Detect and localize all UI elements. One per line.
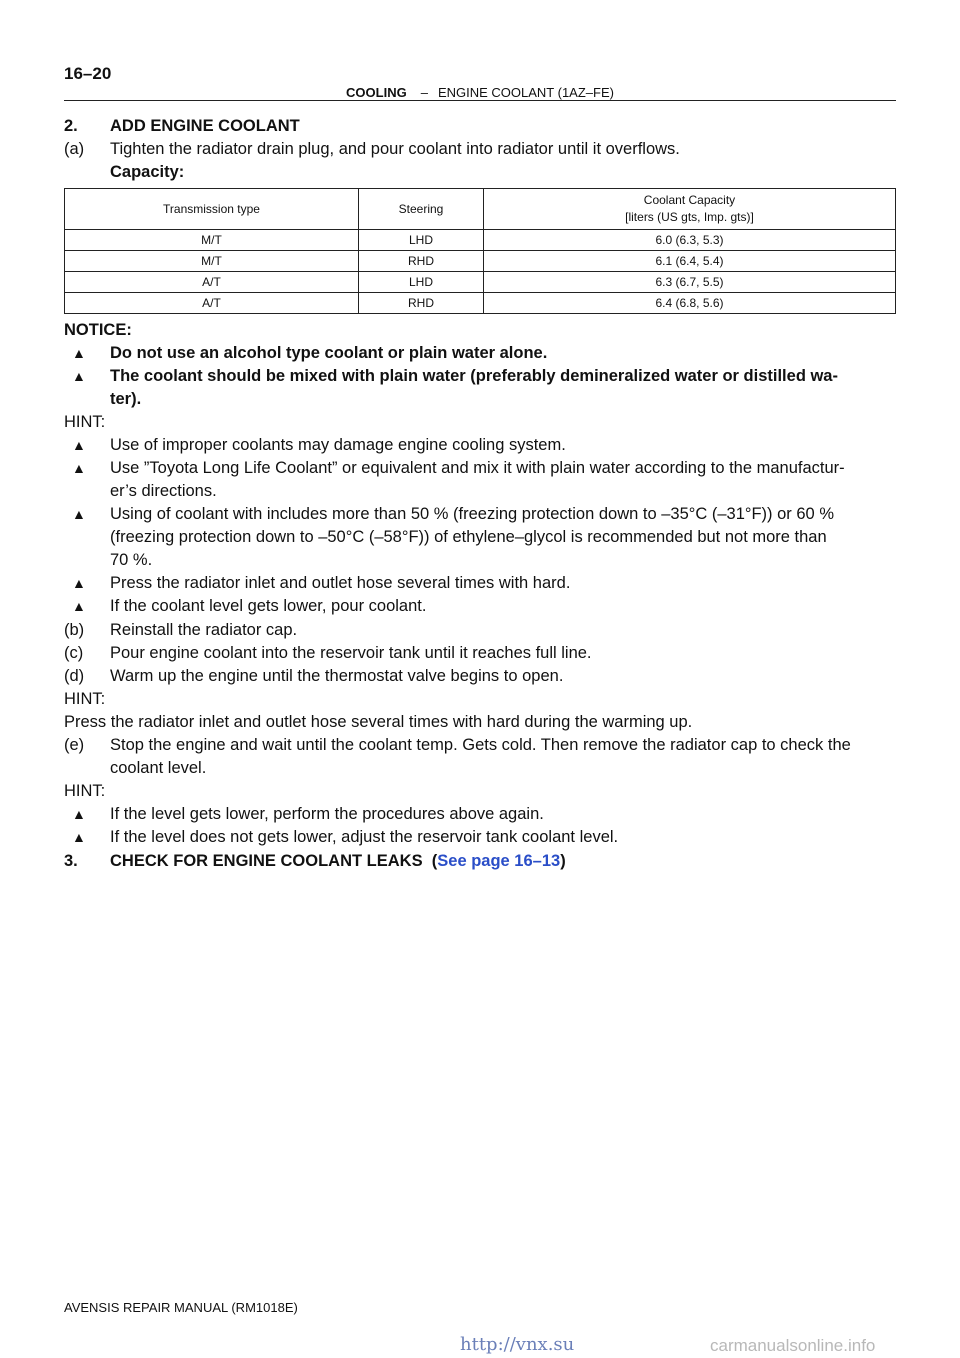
capacity-label: Capacity: bbox=[110, 163, 185, 181]
step-a-label: (a) bbox=[64, 140, 85, 158]
hint-item-continued: 70 %. bbox=[110, 551, 153, 569]
cell-steering: LHD bbox=[359, 230, 484, 251]
hint-label: HINT: bbox=[64, 690, 106, 708]
bullet-icon: ▲ bbox=[72, 806, 86, 822]
header-transmission: Transmission type bbox=[65, 189, 359, 230]
cell-capacity: 6.4 (6.8, 5.6) bbox=[484, 293, 896, 314]
cell-capacity: 6.1 (6.4, 5.4) bbox=[484, 251, 896, 272]
watermark-site: carmanualsonline.info bbox=[710, 1336, 876, 1355]
cell-steering: LHD bbox=[359, 272, 484, 293]
hint-label: HINT: bbox=[64, 782, 106, 800]
table-row bbox=[65, 251, 896, 272]
hint-item: If the level does not gets lower, adjust the reservoir tank coolant level. bbox=[110, 828, 619, 846]
hint-item: Use of improper coolants may damage engine cooling system. bbox=[110, 436, 566, 454]
bullet-icon: ▲ bbox=[72, 345, 86, 361]
footer-manual-id: AVENSIS REPAIR MANUAL (RM1018E) bbox=[64, 1300, 298, 1315]
step-3-number: 3. bbox=[64, 852, 78, 870]
step-b-label: (b) bbox=[64, 621, 85, 639]
step-2-title: ADD ENGINE COOLANT bbox=[110, 117, 300, 135]
page-number: 16–20 bbox=[64, 64, 112, 83]
step-3-title-text: CHECK FOR ENGINE COOLANT LEAKS bbox=[110, 852, 423, 870]
bullet-icon: ▲ bbox=[72, 575, 86, 591]
hint-item: If the level gets lower, perform the procedures above again. bbox=[110, 805, 544, 823]
cell-transmission: A/T bbox=[65, 293, 359, 314]
section-title: COOLING bbox=[346, 85, 407, 100]
hint-item: Using of coolant with includes more than 50 % (freezing protection down to –35°C (–31°F)) or 60 % bbox=[110, 505, 834, 523]
notice-item: The coolant should be mixed with plain water (preferably demineralized water or distilled wa- bbox=[110, 367, 838, 385]
step-a-text: Tighten the radiator drain plug, and pour coolant into radiator until it overflows. bbox=[110, 140, 680, 158]
header-rule bbox=[64, 100, 896, 101]
hint-item: If the coolant level gets lower, pour coolant. bbox=[110, 597, 427, 615]
bullet-icon: ▲ bbox=[72, 829, 86, 845]
notice-item: Do not use an alcohol type coolant or plain water alone. bbox=[110, 344, 548, 362]
section-header bbox=[0, 85, 960, 100]
step-c-label: (c) bbox=[64, 644, 84, 662]
step-2-number: 2. bbox=[64, 117, 78, 135]
hint-item-continued: (freezing protection down to –50°C (–58°F)) of ethylene–glycol is recommended but not more than bbox=[110, 528, 827, 546]
hint-text: Press the radiator inlet and outlet hose several times with hard during the warming up. bbox=[64, 713, 693, 731]
bullet-icon: ▲ bbox=[72, 368, 86, 384]
paren-close: ) bbox=[560, 852, 566, 870]
cell-transmission: M/T bbox=[65, 251, 359, 272]
bullet-icon: ▲ bbox=[72, 437, 86, 453]
table-row bbox=[65, 272, 896, 293]
cell-transmission: A/T bbox=[65, 272, 359, 293]
notice-item-continued: ter). bbox=[110, 390, 142, 408]
bullet-icon: ▲ bbox=[72, 506, 86, 522]
watermark-link[interactable]: http://vnx.su bbox=[460, 1334, 575, 1355]
hint-item: Use ”Toyota Long Life Coolant” or equivalent and mix it with plain water according to the manufactur- bbox=[110, 459, 845, 477]
hint-item: Press the radiator inlet and outlet hose several times with hard. bbox=[110, 574, 571, 592]
step-d-label: (d) bbox=[64, 667, 85, 685]
cell-transmission: M/T bbox=[65, 230, 359, 251]
step-c-text: Pour engine coolant into the reservoir tank until it reaches full line. bbox=[110, 644, 592, 662]
paren-open: ( bbox=[431, 852, 438, 870]
see-page-link[interactable]: See page 16–13 bbox=[437, 852, 561, 870]
subsection-title: ENGINE COOLANT (1AZ–FE) bbox=[437, 85, 614, 100]
cell-capacity: 6.0 (6.3, 5.3) bbox=[484, 230, 896, 251]
header-capacity-line1: Coolant Capacity bbox=[643, 193, 736, 207]
hint-label: HINT: bbox=[64, 413, 106, 431]
cell-steering: RHD bbox=[359, 251, 484, 272]
step-3-title bbox=[110, 850, 566, 873]
header-steering: Steering bbox=[359, 189, 484, 230]
table-header-row bbox=[65, 189, 896, 230]
step-b-text: Reinstall the radiator cap. bbox=[110, 621, 298, 639]
step-d-text: Warm up the engine until the thermostat valve begins to open. bbox=[110, 667, 564, 685]
header-capacity-line2: [liters (US gts, Imp. gts)] bbox=[625, 210, 754, 224]
header-capacity bbox=[484, 189, 896, 230]
step-e-text: Stop the engine and wait until the coolant temp. Gets cold. Then remove the radiator cap to check the bbox=[110, 736, 851, 754]
table-row bbox=[65, 293, 896, 314]
notice-label: NOTICE: bbox=[64, 321, 132, 339]
step-e-label: (e) bbox=[64, 736, 85, 754]
bullet-icon: ▲ bbox=[72, 460, 86, 476]
step-e-text-continued: coolant level. bbox=[110, 759, 207, 777]
coolant-capacity-table bbox=[64, 188, 896, 314]
cell-steering: RHD bbox=[359, 293, 484, 314]
header-dash: – bbox=[420, 85, 428, 100]
table-row bbox=[65, 230, 896, 251]
hint-item-continued: er’s directions. bbox=[110, 482, 217, 500]
bullet-icon: ▲ bbox=[72, 598, 86, 614]
cell-capacity: 6.3 (6.7, 5.5) bbox=[484, 272, 896, 293]
